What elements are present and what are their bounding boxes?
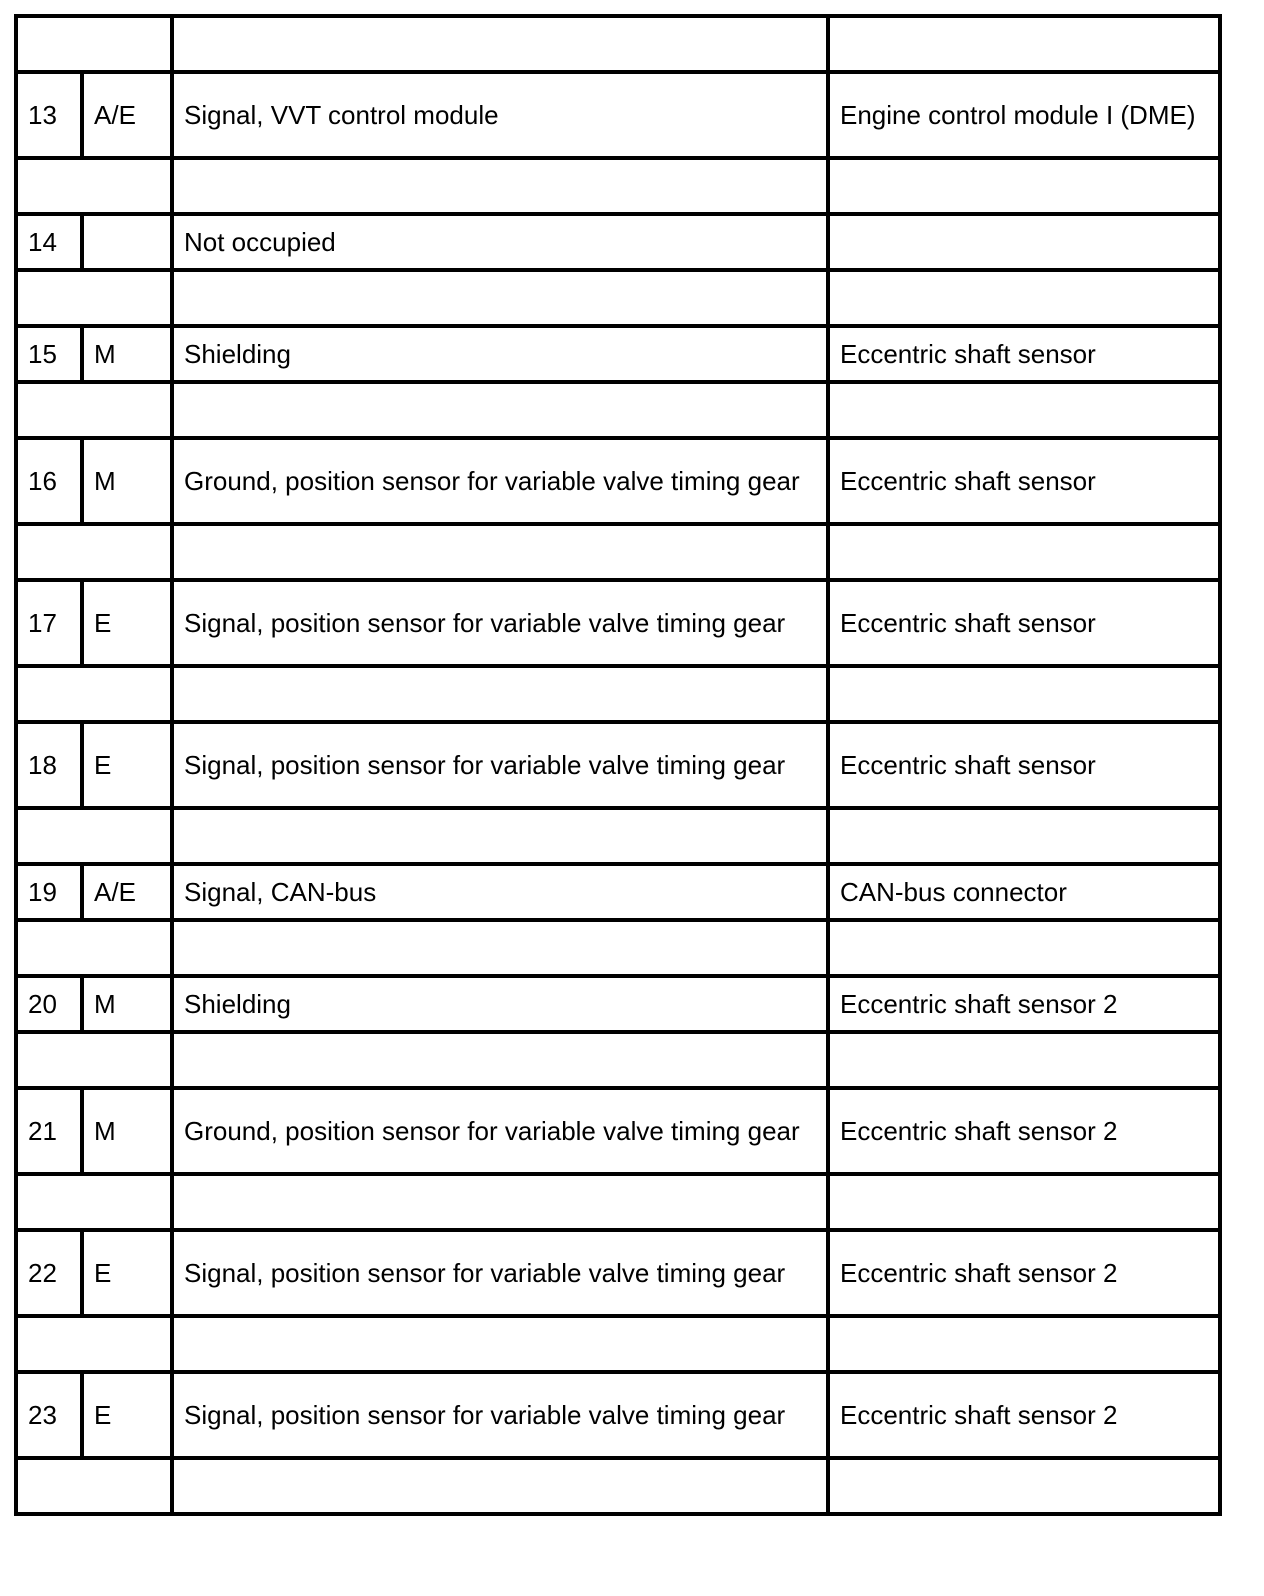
spacer-cell — [172, 16, 828, 72]
spacer-cell — [828, 270, 1220, 326]
spacer-cell — [16, 1032, 172, 1088]
description-cell: Shielding — [172, 976, 828, 1032]
spacer-cell — [172, 1032, 828, 1088]
spacer-row — [16, 16, 1220, 72]
pin-assignment-table — [14, 14, 1222, 1516]
spacer-cell — [16, 382, 172, 438]
spacer-cell — [16, 158, 172, 214]
component-cell: Engine control module I (DME) — [828, 72, 1220, 158]
description-cell: Signal, position sensor for variable valve timing gear — [172, 722, 828, 808]
spacer-cell — [16, 920, 172, 976]
spacer-cell — [828, 158, 1220, 214]
spacer-cell — [172, 1174, 828, 1230]
spacer-cell — [172, 270, 828, 326]
pin-number-cell: 15 — [16, 326, 82, 382]
spacer-cell — [172, 1316, 828, 1372]
spacer-cell — [828, 920, 1220, 976]
table-row — [16, 976, 1220, 1032]
spacer-cell — [16, 1316, 172, 1372]
signal-type-cell — [82, 214, 172, 270]
spacer-cell — [16, 1458, 172, 1514]
pin-number-cell: 14 — [16, 214, 82, 270]
signal-type-cell: A/E — [82, 72, 172, 158]
component-cell: Eccentric shaft sensor — [828, 438, 1220, 524]
component-cell: Eccentric shaft sensor — [828, 580, 1220, 666]
spacer-row — [16, 1316, 1220, 1372]
spacer-row — [16, 524, 1220, 580]
component-cell: Eccentric shaft sensor 2 — [828, 976, 1220, 1032]
spacer-cell — [16, 808, 172, 864]
description-cell: Shielding — [172, 326, 828, 382]
spacer-cell — [828, 666, 1220, 722]
description-cell: Not occupied — [172, 214, 828, 270]
table-row — [16, 72, 1220, 158]
table-body — [16, 16, 1220, 1514]
spacer-cell — [16, 16, 172, 72]
table-row — [16, 214, 1220, 270]
spacer-row — [16, 270, 1220, 326]
component-cell: Eccentric shaft sensor — [828, 722, 1220, 808]
spacer-cell — [828, 1316, 1220, 1372]
table-row — [16, 326, 1220, 382]
pin-number-cell: 18 — [16, 722, 82, 808]
spacer-cell — [828, 382, 1220, 438]
description-cell: Signal, position sensor for variable valve timing gear — [172, 1372, 828, 1458]
table-row — [16, 580, 1220, 666]
spacer-cell — [172, 666, 828, 722]
pin-number-cell: 22 — [16, 1230, 82, 1316]
spacer-row — [16, 666, 1220, 722]
table-row — [16, 1372, 1220, 1458]
signal-type-cell: E — [82, 1372, 172, 1458]
spacer-cell — [828, 1458, 1220, 1514]
signal-type-cell: E — [82, 580, 172, 666]
signal-type-cell: M — [82, 976, 172, 1032]
pin-number-cell: 21 — [16, 1088, 82, 1174]
table-row — [16, 438, 1220, 524]
spacer-row — [16, 808, 1220, 864]
signal-type-cell: E — [82, 722, 172, 808]
pin-number-cell: 19 — [16, 864, 82, 920]
signal-type-cell: E — [82, 1230, 172, 1316]
signal-type-cell: M — [82, 438, 172, 524]
spacer-cell — [172, 808, 828, 864]
spacer-cell — [172, 524, 828, 580]
description-cell: Signal, VVT control module — [172, 72, 828, 158]
pin-number-cell: 20 — [16, 976, 82, 1032]
spacer-cell — [828, 1032, 1220, 1088]
spacer-cell — [172, 158, 828, 214]
spacer-cell — [16, 270, 172, 326]
spacer-cell — [16, 1174, 172, 1230]
component-cell: Eccentric shaft sensor — [828, 326, 1220, 382]
spacer-cell — [828, 524, 1220, 580]
component-cell — [828, 214, 1220, 270]
spacer-cell — [172, 382, 828, 438]
table-row — [16, 722, 1220, 808]
spacer-cell — [172, 1458, 828, 1514]
table-row — [16, 864, 1220, 920]
description-cell: Ground, position sensor for variable valve timing gear — [172, 1088, 828, 1174]
description-cell: Signal, position sensor for variable valve timing gear — [172, 1230, 828, 1316]
description-cell: Signal, CAN-bus — [172, 864, 828, 920]
pin-number-cell: 16 — [16, 438, 82, 524]
description-cell: Ground, position sensor for variable valve timing gear — [172, 438, 828, 524]
spacer-row — [16, 382, 1220, 438]
spacer-cell — [828, 16, 1220, 72]
signal-type-cell: A/E — [82, 864, 172, 920]
signal-type-cell: M — [82, 1088, 172, 1174]
signal-type-cell: M — [82, 326, 172, 382]
component-cell: Eccentric shaft sensor 2 — [828, 1230, 1220, 1316]
spacer-cell — [172, 920, 828, 976]
spacer-cell — [16, 524, 172, 580]
table-row — [16, 1230, 1220, 1316]
pin-number-cell: 13 — [16, 72, 82, 158]
component-cell: Eccentric shaft sensor 2 — [828, 1372, 1220, 1458]
spacer-cell — [16, 666, 172, 722]
component-cell: Eccentric shaft sensor 2 — [828, 1088, 1220, 1174]
spacer-row — [16, 1174, 1220, 1230]
spacer-row — [16, 920, 1220, 976]
spacer-cell — [828, 1174, 1220, 1230]
component-cell: CAN-bus connector — [828, 864, 1220, 920]
spacer-row — [16, 1032, 1220, 1088]
pin-number-cell: 17 — [16, 580, 82, 666]
pin-number-cell: 23 — [16, 1372, 82, 1458]
description-cell: Signal, position sensor for variable valve timing gear — [172, 580, 828, 666]
spacer-row — [16, 1458, 1220, 1514]
spacer-cell — [828, 808, 1220, 864]
spacer-row — [16, 158, 1220, 214]
table-row — [16, 1088, 1220, 1174]
